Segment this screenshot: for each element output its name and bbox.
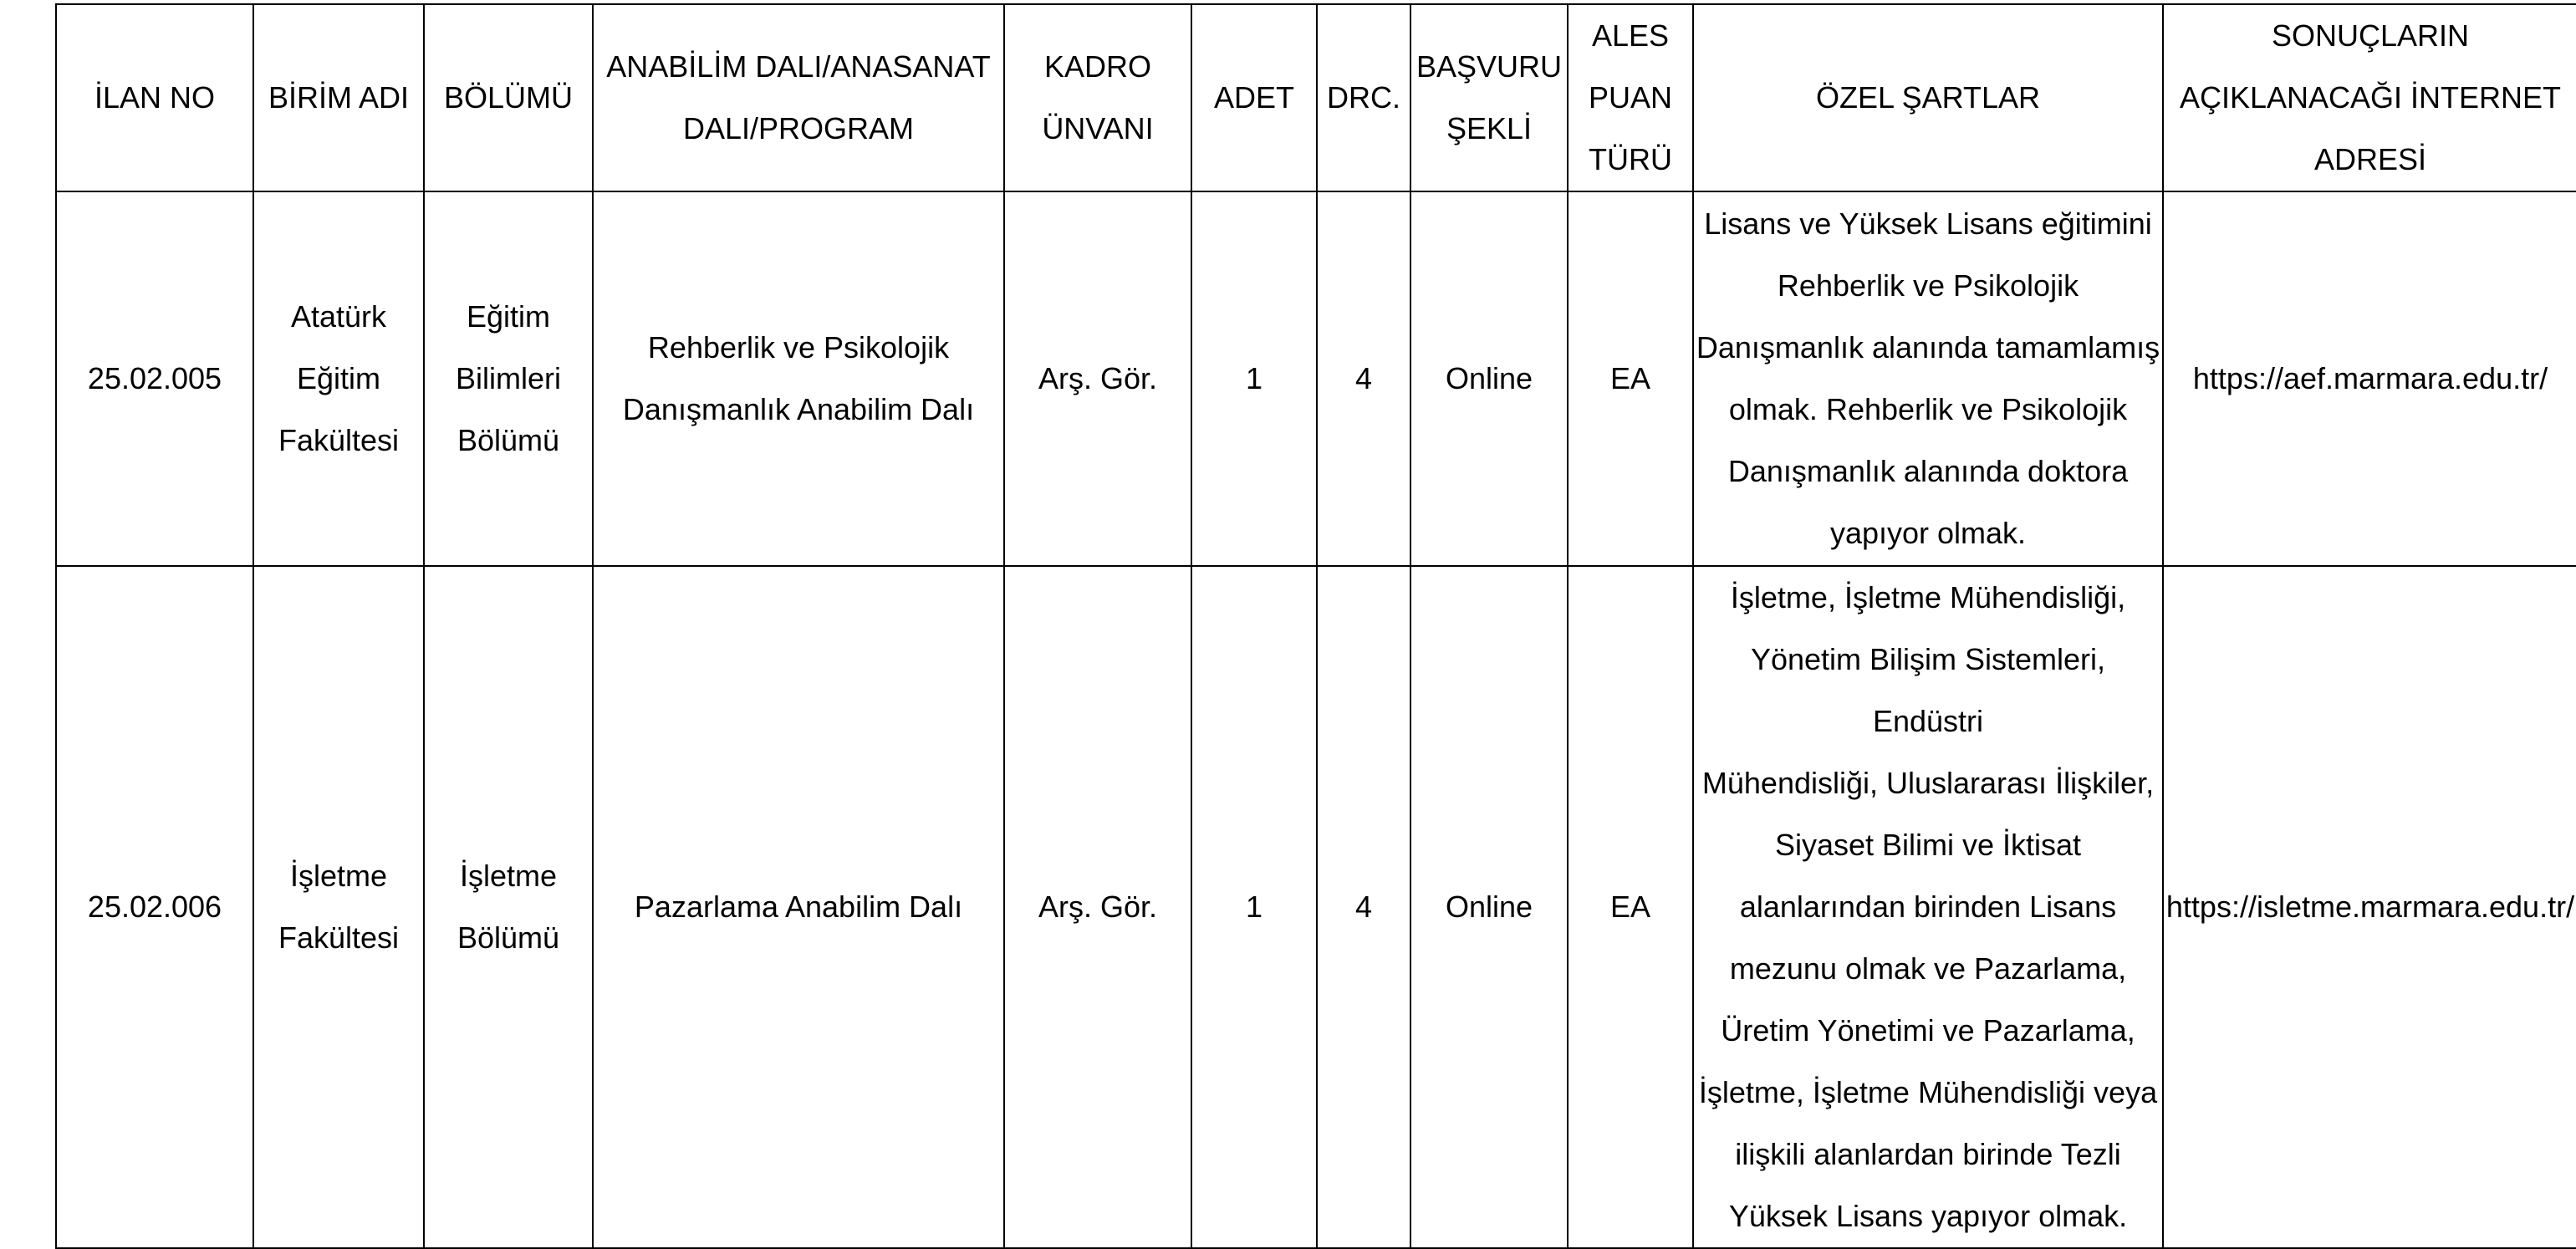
cell-anabilim-dali: Rehberlik ve Psikolojik Danışmanlık Anabilim Dalı — [593, 191, 1004, 566]
cell-kadro-unvani: Arş. Gör. — [1004, 191, 1191, 566]
header-ozel-sartlar: ÖZEL ŞARTLAR — [1693, 4, 2163, 191]
header-internet-adresi: SONUÇLARIN AÇIKLANACAĞI İNTERNET ADRESİ — [2163, 4, 2576, 191]
cell-birim-adi: Atatürk Eğitim Fakültesi — [253, 191, 424, 566]
cell-anabilim-dali: Pazarlama Anabilim Dalı — [593, 566, 1004, 1248]
cell-ales-puan-turu: EA — [1568, 191, 1693, 566]
header-bolumu: BÖLÜMÜ — [424, 4, 593, 191]
header-ilan-no: İLAN NO — [56, 4, 253, 191]
table-row — [56, 566, 2576, 1248]
cell-drc: 4 — [1317, 191, 1410, 566]
cell-adet: 1 — [1191, 191, 1317, 566]
header-adet: ADET — [1191, 4, 1317, 191]
header-ales-puan-turu: ALES PUAN TÜRÜ — [1568, 4, 1693, 191]
cell-kadro-unvani: Arş. Gör. — [1004, 566, 1191, 1248]
job-listing-table — [55, 3, 2576, 1249]
header-anabilim-dali: ANABİLİM DALI/ANASANAT DALI/PROGRAM — [593, 4, 1004, 191]
cell-internet-adresi-link[interactable]: https://isletme.marmara.edu.tr/ — [2163, 566, 2576, 1248]
cell-internet-adresi-link[interactable]: https://aef.marmara.edu.tr/ — [2163, 191, 2576, 566]
header-birim-adi: BİRİM ADI — [253, 4, 424, 191]
header-drc: DRC. — [1317, 4, 1410, 191]
cell-bolumu: Eğitim Bilimleri Bölümü — [424, 191, 593, 566]
cell-drc: 4 — [1317, 566, 1410, 1248]
cell-ilan-no: 25.02.006 — [56, 566, 253, 1248]
cell-basvuru-sekli: Online — [1410, 191, 1568, 566]
cell-bolumu: İşletme Bölümü — [424, 566, 593, 1248]
cell-birim-adi: İşletme Fakültesi — [253, 566, 424, 1248]
header-basvuru-sekli: BAŞVURU ŞEKLİ — [1410, 4, 1568, 191]
cell-ozel-sartlar: Lisans ve Yüksek Lisans eğitimini Rehberlik ve Psikolojik Danışmanlık alanında tamamlamış olmak. Rehberlik ve Psikolojik Danışmanlık alanında doktora yapıyor olmak. — [1693, 191, 2163, 566]
cell-basvuru-sekli: Online — [1410, 566, 1568, 1248]
header-kadro-unvani: KADRO ÜNVANI — [1004, 4, 1191, 191]
header-row — [56, 4, 2576, 191]
cell-ozel-sartlar: İşletme, İşletme Mühendisliği, Yönetim Bilişim Sistemleri, Endüstri Mühendisliği, Uluslararası İlişkiler, Siyaset Bilimi ve İktisat alanlarından birinden Lisans mezunu olmak ve Pazarlama, Üretim Yönetimi ve Pazarlama, İşletme, İşletme Mühendisliği veya ilişkili alanlardan birinde Tezli Yüksek Lisans yapıyor olmak. — [1693, 566, 2163, 1248]
table-row — [56, 191, 2576, 566]
cell-ales-puan-turu: EA — [1568, 566, 1693, 1248]
cell-adet: 1 — [1191, 566, 1317, 1248]
cell-ilan-no: 25.02.005 — [56, 191, 253, 566]
